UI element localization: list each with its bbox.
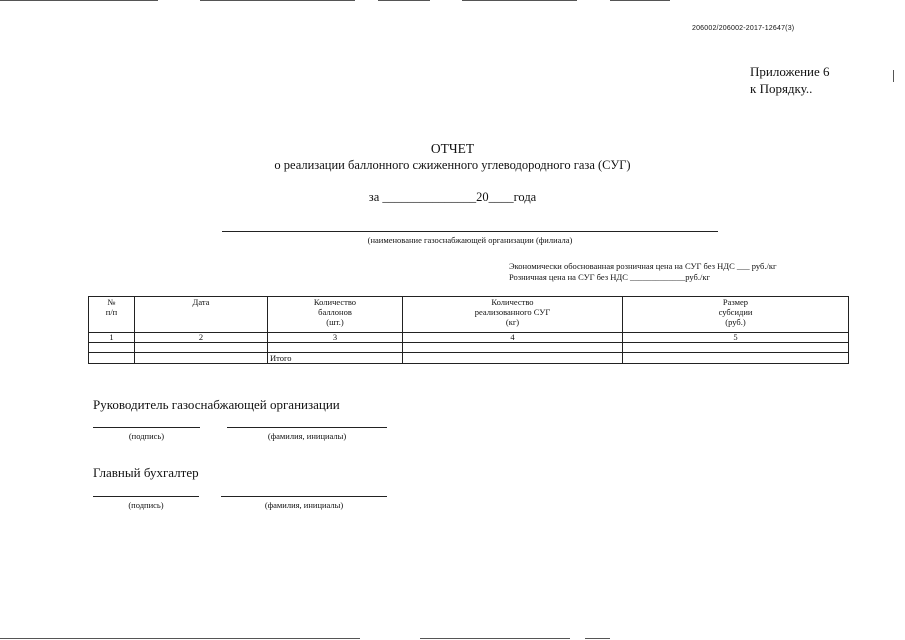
table-cell [403, 343, 623, 353]
scan-edge-line [200, 0, 355, 1]
report-subtitle: о реализации баллонного сжиженного углеводородного газа (СУГ) [274, 158, 631, 172]
scan-edge-line [610, 0, 670, 1]
manager-signature-caption: (подпись) [128, 431, 165, 441]
header-cell-cylinders: Количество баллонов (шт.) [268, 297, 403, 333]
accountant-name-caption: (фамилия, инициалы) [264, 500, 344, 510]
report-title: ОТЧЕТ [430, 141, 475, 156]
table-numbering-row [89, 333, 849, 343]
header-cell-date: Дата [135, 297, 268, 333]
report-table [88, 296, 849, 364]
table-cell [89, 343, 135, 353]
manager-signature-title: Руководитель газоснабжающей организации [93, 397, 340, 412]
accountant-signature-title: Главный бухгалтер [93, 465, 199, 480]
table-cell [623, 353, 849, 364]
table-cell [403, 353, 623, 364]
accountant-name-line [221, 496, 387, 497]
table-cell: 5 [623, 333, 849, 343]
table-total-row [89, 353, 849, 364]
scan-edge-line [420, 638, 570, 639]
appendix-line-1: Приложение 6 [750, 64, 830, 79]
report-period: за _______________20____года [368, 190, 537, 204]
scan-edge-line [378, 0, 430, 1]
table-cell [268, 343, 403, 353]
appendix-line-2: к Порядку.. [750, 81, 813, 96]
scan-edge-line [0, 0, 158, 1]
economic-price-line: Экономически обоснованная розничная цена на СУГ без НДС ___ руб./кг [509, 261, 777, 271]
table-cell: 4 [403, 333, 623, 343]
table-cell [89, 353, 135, 364]
header-cell-subsidy: Размер субсидии (руб.) [623, 297, 849, 333]
table-row [89, 343, 849, 353]
organization-name-line [222, 231, 718, 232]
scan-edge-line [462, 0, 577, 1]
accountant-signature-caption: (подпись) [128, 500, 164, 510]
table-cell: 1 [89, 333, 135, 343]
scan-edge-line [585, 638, 610, 639]
accountant-signature-line [93, 496, 199, 497]
scan-edge-mark [893, 70, 894, 82]
table-cell [135, 353, 268, 364]
manager-name-line [227, 427, 387, 428]
appendix-note [750, 63, 830, 97]
table-cell: 3 [268, 333, 403, 343]
header-cell-gas-amount: Количество реализованного СУГ (кг) [403, 297, 623, 333]
retail-price-line: Розничная цена на СУГ без НДС _____________руб./кг [509, 272, 710, 282]
manager-signature-line [93, 427, 200, 428]
header-cell-number: № п/п [89, 297, 135, 333]
scan-edge-line [0, 638, 360, 639]
document-id: 206002/206002-2017-12647(3) [692, 25, 795, 32]
table-cell [135, 343, 268, 353]
table-header-row [89, 297, 849, 333]
organization-caption: (наименование газоснабжающей организации (филиала) [367, 235, 573, 245]
manager-name-caption: (фамилия, инициалы) [267, 431, 347, 441]
table-cell: 2 [135, 333, 268, 343]
total-label: Итого [268, 353, 403, 364]
table-cell [623, 343, 849, 353]
